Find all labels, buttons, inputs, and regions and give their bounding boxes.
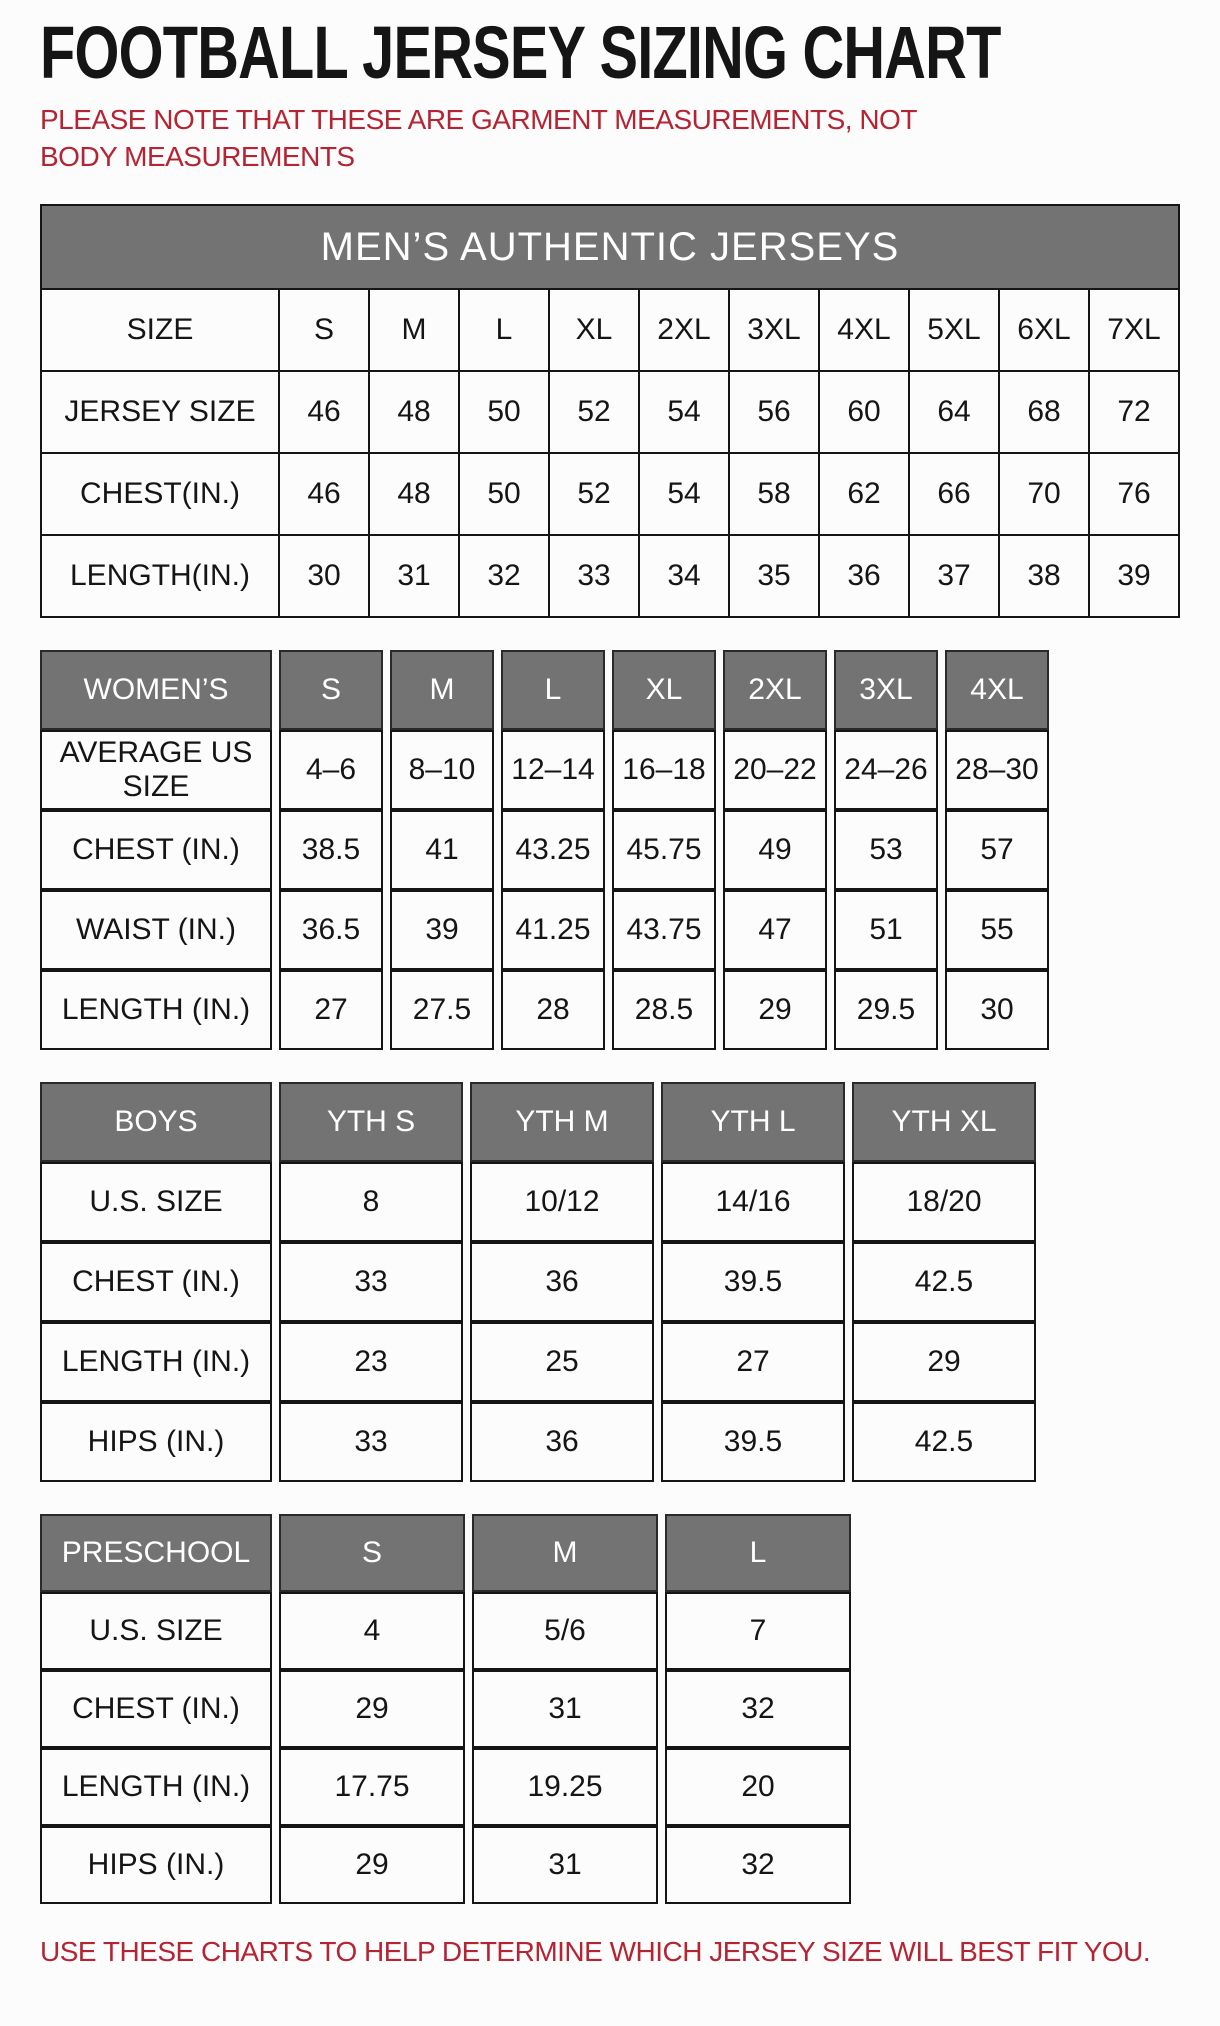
mens-data-cell: 64 (909, 371, 999, 453)
boys-size-header: YTH M (470, 1082, 654, 1162)
boys-sizing-table (33, 1082, 1043, 1482)
preschool-data-cell: 4 (279, 1592, 465, 1670)
mens-data-cell: 48 (369, 371, 459, 453)
preschool-size-header: S (279, 1514, 465, 1592)
mens-data-cell: 48 (369, 453, 459, 535)
womens-corner-header: WOMEN’S (40, 650, 272, 730)
mens-row-label: LENGTH(IN.) (41, 535, 279, 617)
boys-data-cell: 33 (279, 1242, 463, 1322)
boys-data-cell: 33 (279, 1402, 463, 1482)
preschool-data-row (40, 1826, 851, 1904)
womens-data-cell: 45.75 (612, 810, 716, 890)
womens-data-cell: 29 (723, 970, 827, 1050)
boys-data-cell: 10/12 (470, 1162, 654, 1242)
boys-data-cell: 25 (470, 1322, 654, 1402)
mens-data-cell: 38 (999, 535, 1089, 617)
womens-data-cell: 27.5 (390, 970, 494, 1050)
mens-data-cell: 68 (999, 371, 1089, 453)
womens-data-cell: 43.75 (612, 890, 716, 970)
preschool-data-row (40, 1748, 851, 1826)
womens-data-cell: 57 (945, 810, 1049, 890)
mens-data-row (41, 535, 1179, 617)
preschool-data-cell: 7 (665, 1592, 851, 1670)
womens-data-cell: 16–18 (612, 730, 716, 810)
preschool-row-label: CHEST (IN.) (40, 1670, 272, 1748)
womens-data-cell: 30 (945, 970, 1049, 1050)
mens-corner-header: SIZE (41, 289, 279, 371)
mens-data-cell: 70 (999, 453, 1089, 535)
boys-row-label: U.S. SIZE (40, 1162, 272, 1242)
boys-data-row (40, 1322, 1036, 1402)
boys-corner-header: BOYS (40, 1082, 272, 1162)
womens-header-row (40, 650, 1049, 730)
mens-data-cell: 60 (819, 371, 909, 453)
mens-data-row (41, 453, 1179, 535)
boys-data-cell: 42.5 (852, 1402, 1036, 1482)
mens-header-row (41, 289, 1179, 371)
mens-size-header: 6XL (999, 289, 1089, 371)
mens-data-cell: 31 (369, 535, 459, 617)
womens-data-cell: 29.5 (834, 970, 938, 1050)
womens-data-cell: 8–10 (390, 730, 494, 810)
preschool-data-cell: 20 (665, 1748, 851, 1826)
boys-data-cell: 36 (470, 1402, 654, 1482)
preschool-size-header: M (472, 1514, 658, 1592)
womens-data-row (40, 970, 1049, 1050)
womens-data-cell: 39 (390, 890, 494, 970)
boys-row-label: CHEST (IN.) (40, 1242, 272, 1322)
boys-data-row (40, 1242, 1036, 1322)
preschool-row-label: HIPS (IN.) (40, 1826, 272, 1904)
mens-size-header: 4XL (819, 289, 909, 371)
mens-data-cell: 56 (729, 371, 819, 453)
mens-data-cell: 46 (279, 453, 369, 535)
fit-advice-text: USE THESE CHARTS TO HELP DETERMINE WHICH JERSEY SIZE WILL BEST FIT YOU. (40, 1935, 1151, 1967)
preschool-data-cell: 29 (279, 1670, 465, 1748)
mens-table-body (41, 289, 1179, 617)
mens-data-cell: 54 (639, 453, 729, 535)
womens-size-header: 3XL (834, 650, 938, 730)
womens-size-header: 4XL (945, 650, 1049, 730)
womens-data-cell: 20–22 (723, 730, 827, 810)
womens-table-body (40, 650, 1049, 1050)
mens-data-cell: 50 (459, 371, 549, 453)
mens-banner: MEN’S AUTHENTIC JERSEYS (41, 205, 1179, 289)
boys-data-cell: 8 (279, 1162, 463, 1242)
preschool-header-row (40, 1514, 851, 1592)
womens-data-cell: 47 (723, 890, 827, 970)
mens-authentic-jerseys-table (40, 204, 1180, 618)
mens-data-cell: 35 (729, 535, 819, 617)
garment-measurements-note: PLEASE NOTE THAT THESE ARE GARMENT MEASUREMENTS, NOT BODY MEASUREMENTS (40, 104, 917, 172)
womens-data-cell: 12–14 (501, 730, 605, 810)
mens-data-cell: 72 (1089, 371, 1179, 453)
womens-data-cell: 43.25 (501, 810, 605, 890)
womens-sizing-table (33, 650, 1056, 1050)
mens-size-header: S (279, 289, 369, 371)
womens-data-cell: 51 (834, 890, 938, 970)
boys-size-header: YTH S (279, 1082, 463, 1162)
womens-row-label: LENGTH (IN.) (40, 970, 272, 1050)
womens-data-cell: 53 (834, 810, 938, 890)
boys-data-cell: 39.5 (661, 1402, 845, 1482)
preschool-data-cell: 32 (665, 1670, 851, 1748)
mens-data-cell: 66 (909, 453, 999, 535)
boys-table-body (40, 1082, 1036, 1482)
preschool-table-body (40, 1514, 851, 1904)
preschool-sizing-table (33, 1514, 858, 1904)
womens-size-header: 2XL (723, 650, 827, 730)
sizing-charts (40, 204, 1190, 1904)
womens-size-header: M (390, 650, 494, 730)
boys-data-cell: 29 (852, 1322, 1036, 1402)
womens-row-label: WAIST (IN.) (40, 890, 272, 970)
mens-data-cell: 62 (819, 453, 909, 535)
preschool-size-header: L (665, 1514, 851, 1592)
boys-data-cell: 39.5 (661, 1242, 845, 1322)
page-title (40, 11, 1190, 94)
womens-data-cell: 28–30 (945, 730, 1049, 810)
womens-data-cell: 28.5 (612, 970, 716, 1050)
boys-data-cell: 27 (661, 1322, 845, 1402)
boys-row-label: LENGTH (IN.) (40, 1322, 272, 1402)
boys-data-cell: 14/16 (661, 1162, 845, 1242)
womens-size-header: L (501, 650, 605, 730)
page-title-text: FOOTBALL JERSEY SIZING CHART (40, 11, 1001, 94)
womens-data-cell: 27 (279, 970, 383, 1050)
mens-size-header: XL (549, 289, 639, 371)
mens-data-cell: 52 (549, 453, 639, 535)
boys-data-cell: 23 (279, 1322, 463, 1402)
preschool-corner-header: PRESCHOOL (40, 1514, 272, 1592)
womens-size-header: S (279, 650, 383, 730)
mens-data-cell: 36 (819, 535, 909, 617)
boys-header-row (40, 1082, 1036, 1162)
mens-data-cell: 39 (1089, 535, 1179, 617)
mens-size-header: M (369, 289, 459, 371)
mens-data-cell: 54 (639, 371, 729, 453)
womens-data-cell: 49 (723, 810, 827, 890)
mens-size-header: 3XL (729, 289, 819, 371)
mens-row-label: JERSEY SIZE (41, 371, 279, 453)
preschool-data-cell: 31 (472, 1670, 658, 1748)
page-footer (40, 1936, 1190, 1968)
boys-size-header: YTH XL (852, 1082, 1036, 1162)
boys-data-cell: 18/20 (852, 1162, 1036, 1242)
mens-row-label: CHEST(IN.) (41, 453, 279, 535)
mens-data-cell: 37 (909, 535, 999, 617)
womens-row-label: AVERAGE US SIZE (40, 730, 272, 810)
mens-data-cell: 52 (549, 371, 639, 453)
mens-data-cell: 50 (459, 453, 549, 535)
mens-size-header: 2XL (639, 289, 729, 371)
mens-data-cell: 58 (729, 453, 819, 535)
preschool-data-cell: 17.75 (279, 1748, 465, 1826)
womens-data-cell: 36.5 (279, 890, 383, 970)
womens-row-label: CHEST (IN.) (40, 810, 272, 890)
boys-data-row (40, 1162, 1036, 1242)
preschool-data-row (40, 1670, 851, 1748)
womens-data-cell: 24–26 (834, 730, 938, 810)
boys-size-header: YTH L (661, 1082, 845, 1162)
page-header (40, 11, 1190, 176)
mens-banner-row (41, 205, 1179, 289)
womens-data-row (40, 890, 1049, 970)
mens-data-cell: 46 (279, 371, 369, 453)
mens-data-cell: 76 (1089, 453, 1179, 535)
boys-row-label: HIPS (IN.) (40, 1402, 272, 1482)
mens-data-cell: 30 (279, 535, 369, 617)
preschool-data-row (40, 1592, 851, 1670)
womens-data-cell: 41.25 (501, 890, 605, 970)
preschool-data-cell: 32 (665, 1826, 851, 1904)
womens-data-cell: 4–6 (279, 730, 383, 810)
womens-data-row (40, 730, 1049, 810)
womens-data-cell: 55 (945, 890, 1049, 970)
preschool-data-cell: 5/6 (472, 1592, 658, 1670)
mens-data-cell: 34 (639, 535, 729, 617)
mens-size-header: 5XL (909, 289, 999, 371)
preschool-row-label: U.S. SIZE (40, 1592, 272, 1670)
preschool-data-cell: 29 (279, 1826, 465, 1904)
mens-data-cell: 32 (459, 535, 549, 617)
preschool-data-cell: 19.25 (472, 1748, 658, 1826)
womens-size-header: XL (612, 650, 716, 730)
mens-data-row (41, 371, 1179, 453)
mens-size-header: 7XL (1089, 289, 1179, 371)
preschool-data-cell: 31 (472, 1826, 658, 1904)
mens-size-header: L (459, 289, 549, 371)
boys-data-row (40, 1402, 1036, 1482)
womens-data-cell: 28 (501, 970, 605, 1050)
womens-data-cell: 41 (390, 810, 494, 890)
womens-data-row (40, 810, 1049, 890)
womens-data-cell: 38.5 (279, 810, 383, 890)
mens-data-cell: 33 (549, 535, 639, 617)
preschool-row-label: LENGTH (IN.) (40, 1748, 272, 1826)
boys-data-cell: 36 (470, 1242, 654, 1322)
boys-data-cell: 42.5 (852, 1242, 1036, 1322)
